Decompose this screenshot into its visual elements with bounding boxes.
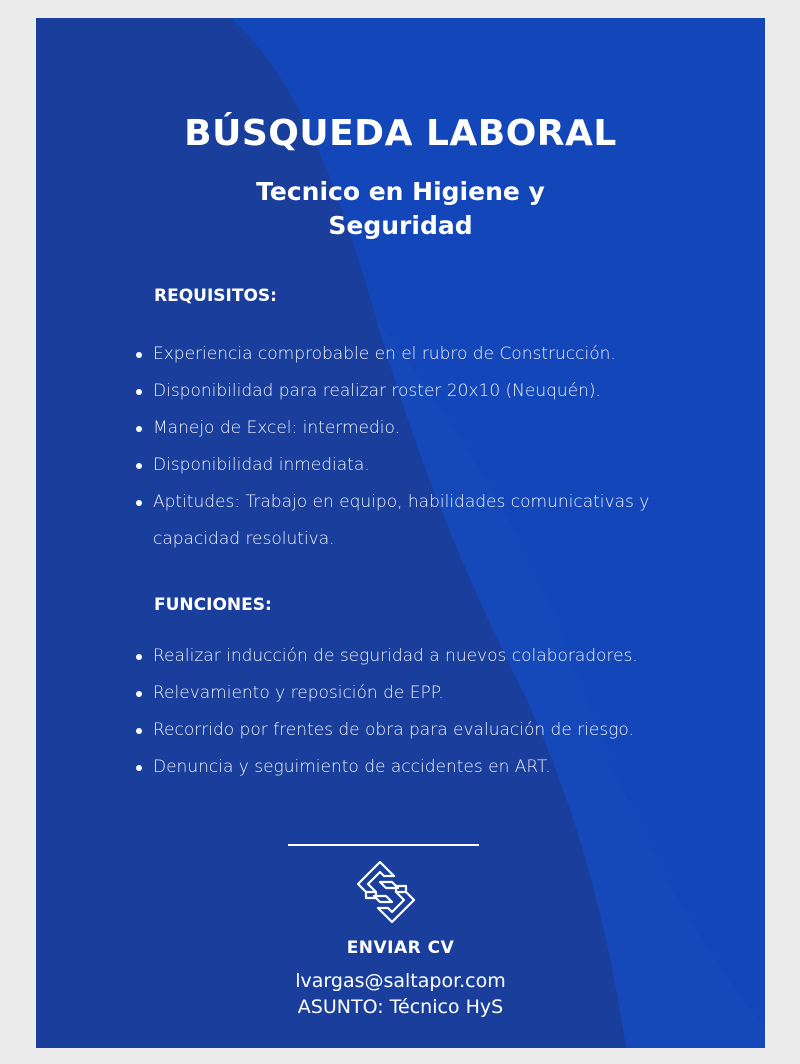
list-item: Denuncia y seguimiento de accidentes en ART. — [134, 749, 694, 786]
subtitle-line-2: Seguridad — [328, 211, 473, 240]
list-item: Manejo de Excel: intermedio. — [134, 410, 694, 447]
list-item: Disponibilidad para realizar roster 20x10 (Neuquén). — [134, 373, 694, 410]
funciones-heading: FUNCIONES: — [154, 595, 272, 615]
list-item: Relevamiento y reposición de EPP. — [134, 675, 694, 712]
company-logo-icon — [350, 858, 422, 926]
list-item: Realizar inducción de seguridad a nuevos colaboradores. — [134, 638, 694, 675]
requisitos-heading: REQUISITOS: — [154, 286, 277, 306]
job-poster — [36, 18, 765, 1048]
funciones-list — [134, 638, 694, 786]
send-cv-label: ENVIAR CV — [346, 938, 455, 958]
list-item: Experiencia comprobable en el rubro de Construcción. — [134, 336, 694, 373]
contact-info — [36, 968, 765, 1020]
requisitos-list — [134, 336, 694, 558]
email-subject: ASUNTO: Técnico HyS — [297, 996, 504, 1018]
subtitle-line-1: Tecnico en Higiene y — [256, 177, 545, 206]
job-subtitle — [36, 175, 765, 243]
list-item: Recorrido por frentes de obra para evaluación de riesgo. — [134, 712, 694, 749]
list-item: Disponibilidad inmediata. — [134, 447, 694, 484]
page-title: BÚSQUEDA LABORAL — [184, 113, 617, 154]
list-item: Aptitudes: Trabajo en equipo, habilidades comunicativas y capacidad resolutiva. — [134, 484, 694, 558]
email-address[interactable]: lvargas@saltapor.com — [295, 970, 506, 992]
divider — [288, 844, 479, 846]
